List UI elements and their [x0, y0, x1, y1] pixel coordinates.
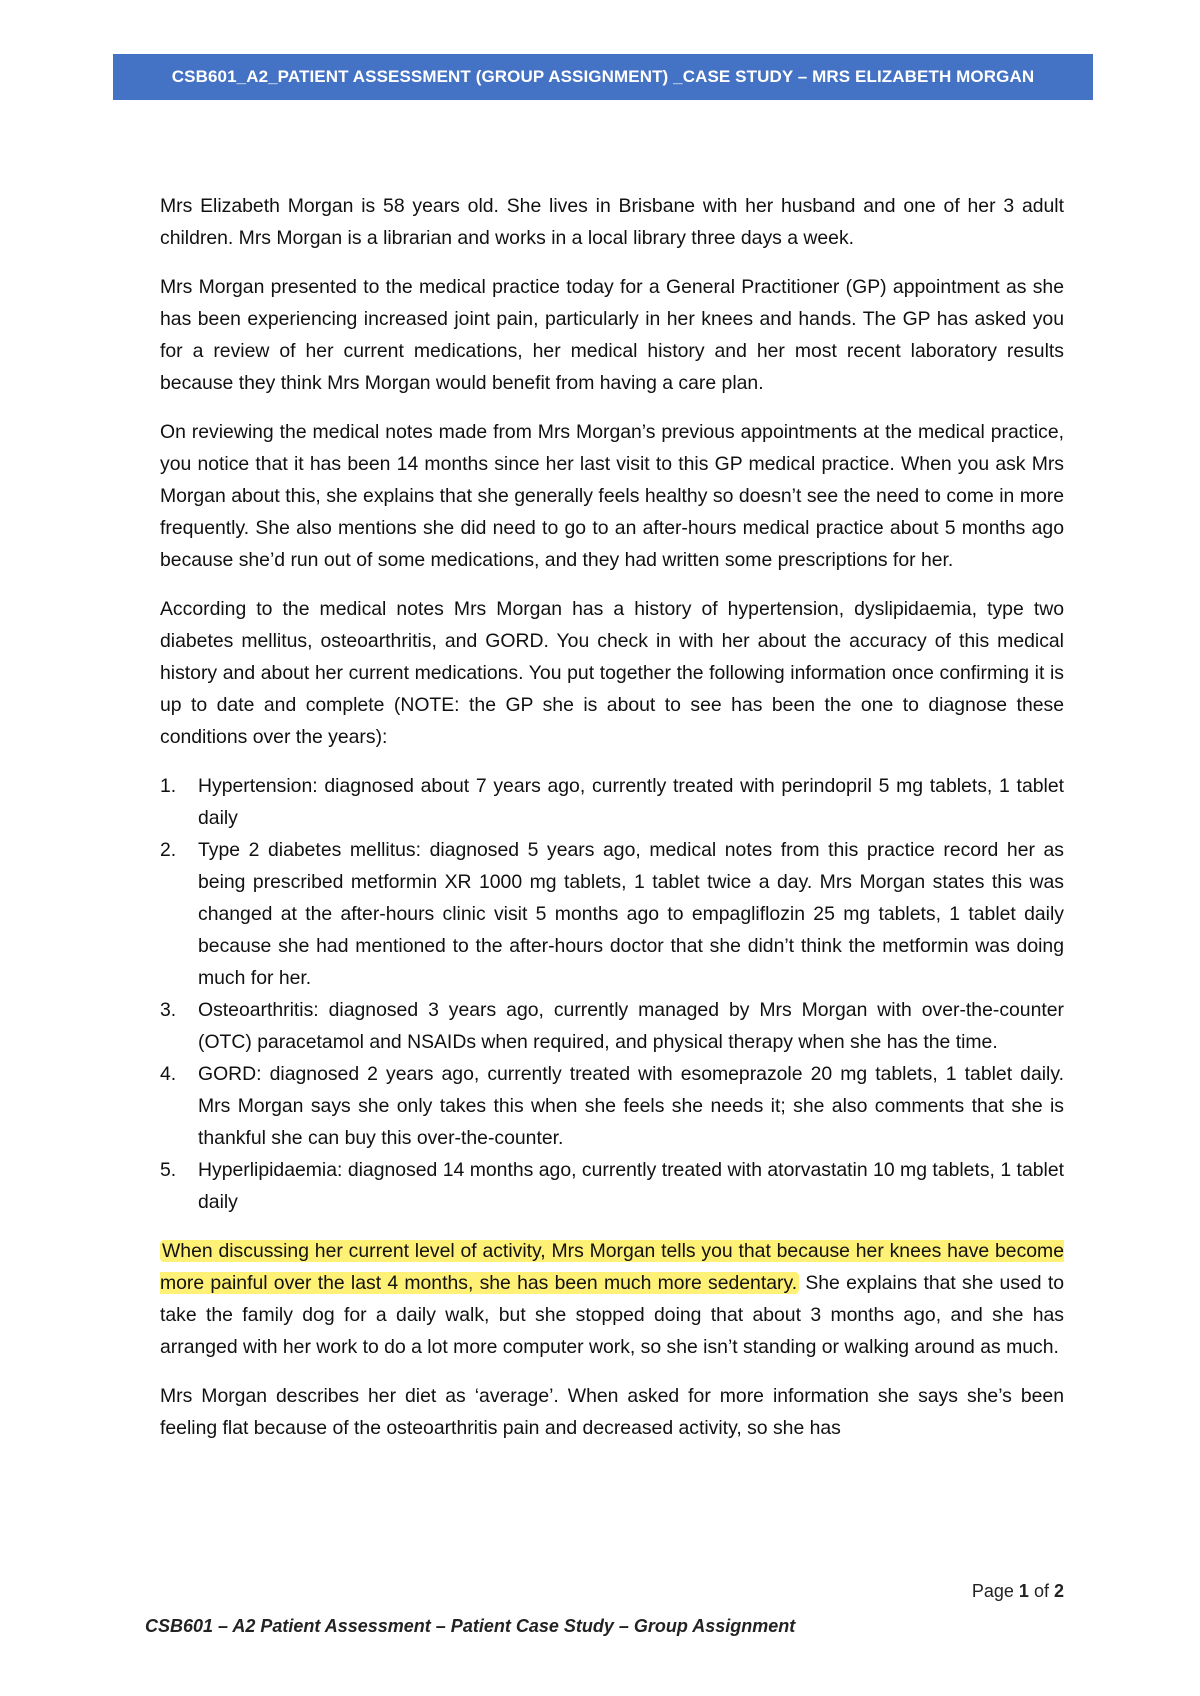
document-body — [160, 190, 1064, 1461]
page-current: 1 — [1018, 1581, 1029, 1601]
page-of: of — [1033, 1581, 1049, 1601]
paragraph-medical-notes: On reviewing the medical notes made from Mrs Morgan’s previous appointments at the medical practice, you notice that it has been 14 months since her last visit to this GP medical practice. When you ask Mrs Morgan about this, she explains that she generally feels healthy so doesn’t see the need to come in more frequently. She also mentions she did need to go to an after-hours medical practice about 5 months ago because she’d run out of some medications, and they had written some prescriptions for her. — [160, 421, 1064, 571]
list-text: Type 2 diabetes mellitus: diagnosed 5 years ago, medical notes from this practice record her as being prescribed metformin XR 1000 mg tablets, 1 tablet twice a day. Mrs Morgan states this was changed at the after-hours clinic visit 5 months ago to empagliflozin 25 mg tablets, 1 tablet daily because she had mentioned to the after-hours doctor that she didn’t think the metformin was doing much for her. — [198, 839, 1064, 989]
list-item — [160, 770, 1064, 834]
list-item — [160, 1154, 1064, 1218]
list-item — [160, 1058, 1064, 1154]
paragraph-activity — [160, 1235, 1064, 1363]
conditions-list — [160, 770, 1064, 1218]
list-number: 3. — [160, 999, 177, 1021]
list-number: 1. — [160, 775, 177, 797]
list-text: Osteoarthritis: diagnosed 3 years ago, currently managed by Mrs Morgan with over-the-counter (OTC) paracetamol and NSAIDs when required, and physical therapy when she has the time. — [198, 999, 1064, 1053]
list-item — [160, 834, 1064, 994]
document-title: CSB601_A2_PATIENT ASSESSMENT (GROUP ASSIGNMENT) _CASE STUDY – MRS ELIZABETH MORGAN — [171, 67, 1035, 86]
paragraph-intro: Mrs Elizabeth Morgan is 58 years old. She lives in Brisbane with her husband and one of her 3 adult children. Mrs Morgan is a librarian and works in a local library three days a week. — [160, 195, 1064, 249]
list-number: 5. — [160, 1159, 177, 1181]
list-text: GORD: diagnosed 2 years ago, currently treated with esomeprazole 20 mg tablets, 1 tablet daily. Mrs Morgan says she only takes this when she feels she needs it; she also comments that she is thankful she can buy this over-the-counter. — [198, 1063, 1064, 1149]
list-number: 2. — [160, 839, 177, 861]
list-number: 4. — [160, 1063, 177, 1085]
list-text: Hypertension: diagnosed about 7 years ago, currently treated with perindopril 5 mg tablets, 1 tablet daily — [198, 775, 1064, 829]
page-number — [972, 1581, 1064, 1602]
list-text: Hyperlipidaemia: diagnosed 14 months ago, currently treated with atorvastatin 10 mg tablets, 1 tablet daily — [198, 1159, 1064, 1213]
paragraph-history: According to the medical notes Mrs Morgan has a history of hypertension, dyslipidaemia, type two diabetes mellitus, osteoarthritis, and GORD. You check in with her about the accuracy of this medical history and about her current medications. You put together the following information once confirming it is up to date and complete (NOTE: the GP she is about to see has been the one to diagnose these conditions over the years): — [160, 598, 1064, 748]
paragraph-diet: Mrs Morgan describes her diet as ‘average’. When asked for more information she says she’s been feeling flat because of the osteoarthritis pain and decreased activity, so she has — [160, 1385, 1064, 1439]
footer-text: CSB601 – A2 Patient Assessment – Patient Case Study – Group Assignment — [145, 1616, 796, 1636]
header-banner — [113, 54, 1093, 100]
page-total: 2 — [1053, 1581, 1064, 1601]
highlighted-text: When discussing her current level of activity, Mrs Morgan tells you that because her knees have become more painful over the last 4 months, she has been much more sedentary. — [160, 1240, 1064, 1294]
activity-text: She explains that she used to take the family dog for a daily walk, but she stopped doing that about 3 months ago, and she has arranged with her work to do a lot more computer work, so she isn’t standing or walking around as much. — [160, 1272, 1064, 1358]
list-item — [160, 994, 1064, 1058]
page-label: Page — [971, 1581, 1014, 1601]
paragraph-presentation: Mrs Morgan presented to the medical practice today for a General Practitioner (GP) appointment as she has been experiencing increased joint pain, particularly in her knees and hands. The GP has asked you for a review of her current medications, her medical history and her most recent laboratory results because they think Mrs Morgan would benefit from having a care plan. — [160, 276, 1064, 394]
